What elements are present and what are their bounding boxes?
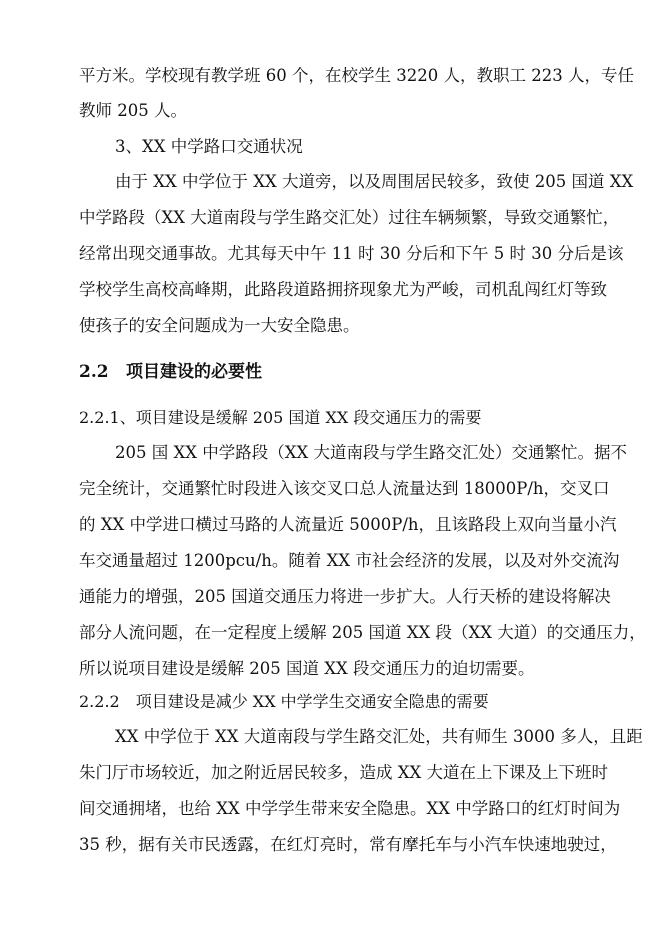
section-2-2-1-paragraph-line: 所以说项目建设是缓解 205 国道 XX 段交通压力的迫切需要。 xyxy=(79,659,535,678)
section-2-2-1-paragraph-line: 部分人流问题，在一定程度上缓解 205 国道 XX 段（XX 大道）的交通压力， xyxy=(79,623,646,642)
section-2-2-number: 2.2 xyxy=(79,362,109,382)
traffic-paragraph-line: 学校学生高校高峰期，此路段道路拥挤现象尤为严峻，司机乱闯红灯等致 xyxy=(79,280,607,299)
intro-line-1: 平方米。学校现有教学班 60 个，在校学生 3220 人，教职工 223 人，专任 xyxy=(79,66,634,85)
section-2-2-1-paragraph-line: 205 国 XX 中学路段（XX 大道南段与学生路交汇处）交通繁忙。据不 xyxy=(115,443,627,462)
section-2-2-1-paragraph-line: 的 XX 中学进口横过马路的人流量近 5000P/h，且该路段上双向当量小汽 xyxy=(79,515,617,534)
section-2-2-title: 项目建设的必要性 xyxy=(126,362,262,382)
section-2-2-2-paragraph-line: 35 秒，据有关市民透露，在红灯亮时，常有摩托车与小汽车快速地驶过， xyxy=(79,835,617,854)
intro-line-2: 教师 205 人。 xyxy=(79,101,187,120)
traffic-paragraph-line: 由于 XX 中学位于 XX 大道旁，以及周围居民较多，致使 205 国道 XX xyxy=(115,172,634,191)
traffic-paragraph-line: 经常出现交通事故。尤其每天中午 11 时 30 分后和下午 5 时 30 分后是该 xyxy=(79,244,624,263)
section-2-2-2-heading: 2.2.2 项目建设是减少 XX 中学学生交通安全隐患的需要 xyxy=(79,692,489,711)
traffic-paragraph-line: 中学路段（XX 大道南段与学生路交汇处）过往车辆频繁，导致交通繁忙， xyxy=(79,208,620,227)
traffic-heading: 3、XX 中学路口交通状况 xyxy=(115,137,303,156)
section-2-2-1-heading: 2.2.1、项目建设是缓解 205 国道 XX 段交通压力的需要 xyxy=(79,408,482,427)
traffic-paragraph-line: 使孩子的安全问题成为一大安全隐患。 xyxy=(79,316,360,335)
section-2-2-1-paragraph-line: 车交通量超过 1200pcu/h。随着 XX 市社会经济的发展，以及对外交流沟 xyxy=(79,551,620,570)
section-2-2-2-paragraph-line: 间交通拥堵，也给 XX 中学学生带来安全隐患。XX 中学路口的红灯时间为 xyxy=(79,799,621,818)
section-2-2-2-paragraph-line: 朱门厅市场较近，加之附近居民较多，造成 XX 大道在上下课及上下班时 xyxy=(79,763,608,782)
section-2-2-1-paragraph-line: 完全统计，交通繁忙时段进入该交叉口总人流量达到 18000P/h，交叉口 xyxy=(79,479,610,498)
section-2-2-1-paragraph-line: 通能力的增强，205 国道交通压力将进一步扩大。人行天桥的建设将解决 xyxy=(79,587,611,606)
section-2-2-2-paragraph-line: XX 中学位于 XX 大道南段与学生路交汇处，共有师生 3000 多人，且距 xyxy=(115,727,643,746)
